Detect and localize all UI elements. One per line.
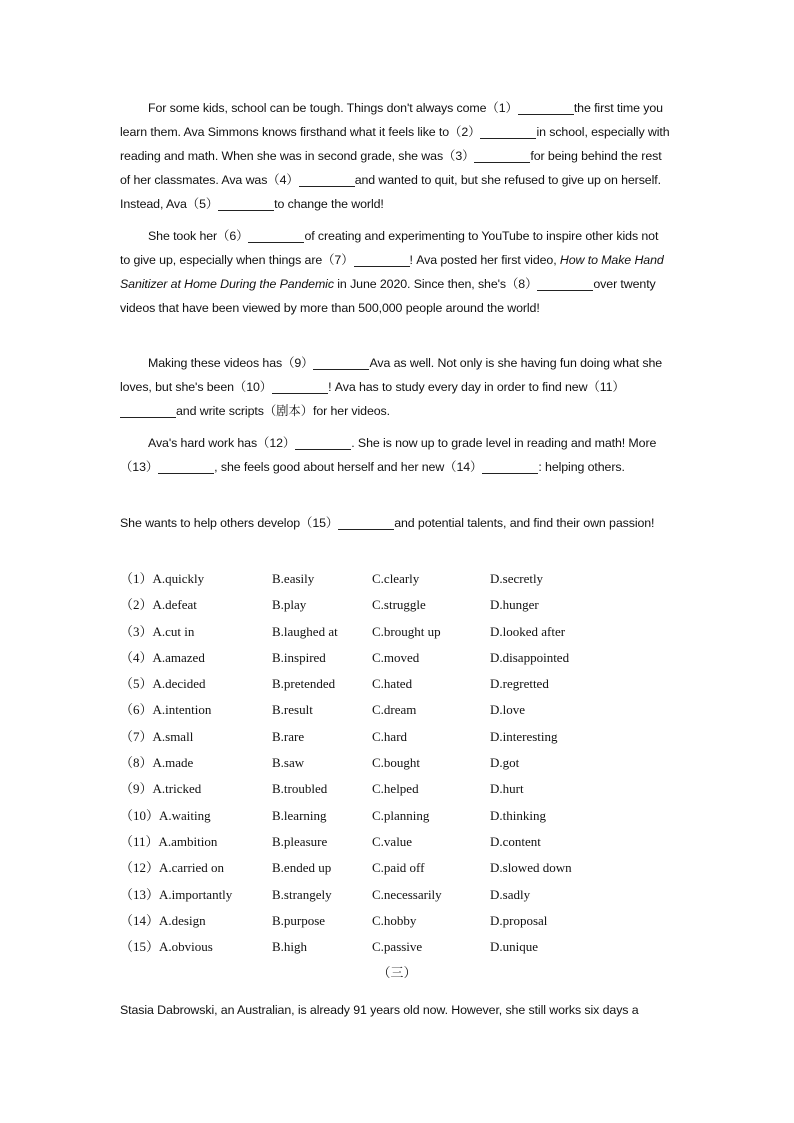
option-row-3 [120,619,680,645]
option-2-a: （2）A.defeat [120,597,197,613]
blank-6 [248,228,304,243]
option-3-b: B.laughed at [272,623,338,639]
option-9-a: （9）A.tricked [120,781,202,797]
option-row-11 [120,829,680,855]
option-4-b: B.inspired [272,649,326,665]
option-row-10 [120,803,680,829]
blank-12 [295,435,351,450]
option-14-d: D.proposal [490,912,548,928]
option-14-c: C.hobby [372,912,417,928]
option-3-d: D.looked after [490,623,566,639]
option-5-c: C.hated [372,676,413,692]
option-4-a: （4）A.amazed [120,649,205,665]
option-13-d: D.sadly [490,886,531,902]
option-6-c: C.dream [372,702,417,718]
option-5-a: （5）A.decided [120,676,206,692]
option-7-d: D.interesting [490,728,558,744]
option-10-b: B.learning [272,807,327,823]
option-12-c: C.paid off [372,860,425,876]
option-8-a: （8）A.made [120,755,194,771]
option-15-a: （15）A.obvious [120,939,213,955]
option-10-d: D.thinking [490,807,546,823]
blank-5 [218,196,274,211]
blank-9 [313,355,369,370]
option-7-a: （7）A.small [120,728,194,744]
paragraph-1: For some kids, school can be tough. Things don't always come（1） the first time you learn them. Ava Simmons knows firsthand what it feels like to（2） in school, especially with reading and math. When she was in second grade, she was（3） for being behind the rest of her classmates. Ava was（4） and wanted to quit, but she refused to give up on herself. Instead, Ava（5） to change the world! [120,101,670,211]
option-15-c: C.passive [372,939,423,955]
option-row-5 [120,671,680,697]
option-4-d: D.disappointed [490,649,570,665]
option-10-c: C.planning [372,807,430,823]
option-3-c: C.brought up [372,623,441,639]
blank-8 [537,276,593,291]
option-6-b: B.result [272,702,313,718]
option-15-b: B.high [272,939,308,955]
option-5-d: D.regretted [490,676,549,692]
option-13-a: （13）A.importantly [120,886,233,902]
option-1-c: C.clearly [372,571,420,586]
option-row-2 [120,592,680,618]
blank-3 [474,148,530,163]
option-row-12 [120,855,680,881]
option-row-4 [120,645,680,671]
option-1-b: B.easily [272,571,315,586]
option-13-b: B.strangely [272,886,332,902]
option-row-8 [120,750,680,776]
option-5-b: B.pretended [272,676,336,692]
option-1-a: （1）A.quickly [120,571,205,586]
option-12-a: （12）A.carried on [120,860,224,876]
option-6-d: D.love [490,702,526,718]
option-row-13 [120,882,680,908]
blank-7 [354,252,410,267]
blank-2 [480,124,536,139]
option-1-d: D.secretly [490,571,544,586]
paragraph-3: Making these videos has（9） Ava as well. Not only is she having fun doing what she loves, but she's been（10） ! Ava has to study every day in order to find new（11）and write scripts（剧本）for her videos. [120,356,663,418]
option-11-a: （11）A.ambition [120,833,218,849]
option-13-c: C.necessarily [372,886,442,902]
blank-1 [518,100,574,115]
option-9-d: D.hurt [490,781,524,797]
paragraph-2: She took her（6） of creating and experimenting to YouTube to inspire other kids not to give up, especially when things are（7） ! Ava posted her first video, How to Make Hand Sanitizer at Home During the Pandemic in June 2020. Since then, she's（8） over twenty videos that have been viewed by more than 500,000 people around the world! [120,229,664,315]
option-11-b: B.pleasure [272,833,328,849]
option-11-d: D.content [490,833,541,849]
video-title: How to Make Hand Sanitizer at Home During the Pandemic [120,253,664,291]
option-9-b: B.troubled [272,781,328,797]
option-row-1 [120,566,680,592]
option-12-b: B.ended up [272,860,332,876]
option-14-b: B.purpose [272,912,326,928]
option-2-c: C.struggle [372,597,426,613]
option-10-a: （10）A.waiting [120,807,211,823]
option-2-b: B.play [272,597,307,613]
option-8-d: D.got [490,755,520,771]
blank-4 [299,172,355,187]
option-8-c: C.bought [372,755,421,771]
paragraph-4: Ava's hard work has（12） . She is now up to grade level in reading and math! More（13） , she feels good about herself and her new（14） : helping others. [120,436,657,474]
option-11-c: C.value [372,833,413,849]
option-3-a: （3）A.cut in [120,623,195,639]
option-15-d: D.unique [490,939,539,955]
option-7-b: B.rare [272,728,305,744]
option-8-b: B.saw [272,755,305,771]
blank-13 [158,459,214,474]
blank-10 [272,379,328,394]
section-number: （三） [377,966,417,981]
next-passage-first-line: Stasia Dabrowski, an Australian, is already 91 years old now. However, she still works six days a [120,1003,639,1017]
option-7-c: C.hard [372,728,408,744]
option-2-d: D.hunger [490,597,539,613]
paragraph-5: She wants to help others develop（15） and potential talents, and find their own passion! [120,516,655,530]
option-6-a: （6）A.intention [120,702,212,718]
blank-14 [482,459,538,474]
option-row-7 [120,724,680,750]
option-14-a: （14）A.design [120,912,206,928]
option-row-15 [120,934,680,960]
option-row-6 [120,697,680,723]
option-row-14 [120,908,680,934]
option-4-c: C.moved [372,649,420,665]
options-list [120,566,680,960]
option-row-9 [120,776,680,802]
option-12-d: D.slowed down [490,860,572,876]
blank-15 [338,515,394,530]
blank-11 [120,403,176,418]
option-9-c: C.helped [372,781,419,797]
